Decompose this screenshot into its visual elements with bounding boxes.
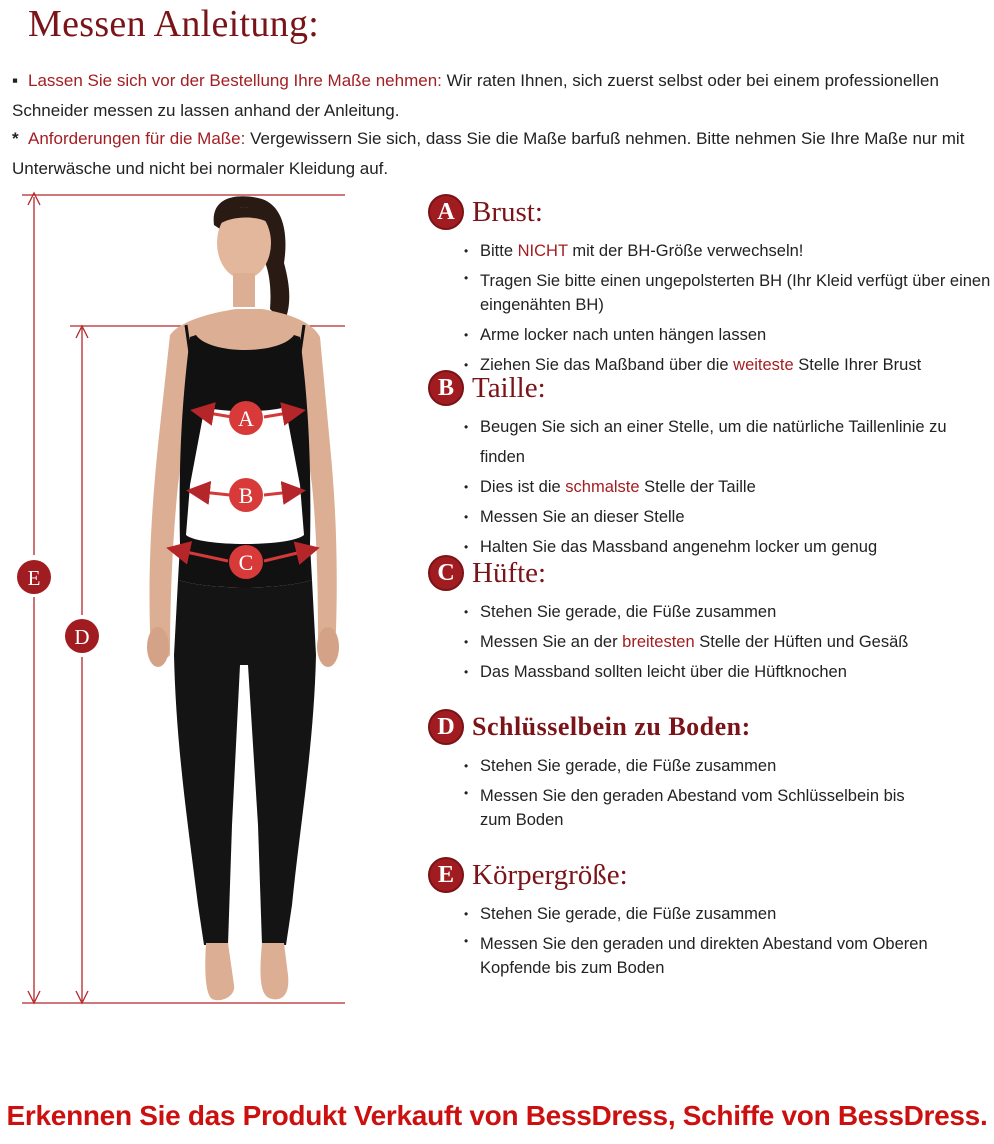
list-item: • Messen Sie an der breitesten Stelle der Hüften und Gesäß: [464, 627, 994, 657]
list-item: • Bitte NICHT mit der BH-Größe verwechseln!: [464, 236, 994, 266]
list-item: • Stehen Sie gerade, die Füße zusammen: [464, 899, 994, 929]
list-item: • Ziehen Sie das Maßband über die weiteste Stelle Ihrer Brust: [464, 350, 994, 380]
list-item: • Stehen Sie gerade, die Füße zusammen: [464, 751, 994, 781]
figure-label-b: [229, 478, 263, 512]
section-title: Brust:: [472, 195, 543, 228]
figure-label-e: [17, 560, 51, 594]
badge-e: E: [428, 857, 464, 893]
section-title: Hüfte:: [472, 556, 547, 589]
badge-d: D: [428, 709, 464, 745]
intro-text: Wir raten Ihnen, sich zuerst selbst oder bei einem professionellen Schneider messen zu lassen anhand der Anleitung.: [12, 71, 939, 120]
section-title: Schlüsselbein zu Boden:: [472, 712, 751, 741]
svg-text:D: D: [74, 625, 90, 649]
list-item: • Messen Sie den geraden und direkten Abestand vom Oberen Kopfende bis zum Boden: [464, 929, 950, 983]
section-items: [428, 751, 994, 835]
list-item: • Beugen Sie sich an einer Stelle, um die natürliche Taillenlinie zu finden: [464, 412, 994, 472]
section-brust: [428, 192, 994, 380]
section-items: [428, 412, 994, 562]
list-item: • Das Massband sollten leicht über die Hüftknochen: [464, 657, 994, 687]
badge-a: A: [428, 194, 464, 230]
list-item: • Tragen Sie bitte einen ungepolsterten BH (Ihr Kleid verfügt über einen eingenähten BH): [464, 266, 994, 320]
seller-footer: Erkennen Sie das Produkt Verkauft von BessDress, Schiffe von BessDress.: [6, 1100, 988, 1131]
section-taille: [428, 368, 994, 562]
figure-label-d: [65, 619, 99, 653]
intro-text: Vergewissern Sie sich, dass Sie die Maße barfuß nehmen. Bitte nehmen Sie Ihre Maße nur mit Unterwäsche und nicht bei normaler Kleidung auf.: [12, 129, 965, 178]
svg-text:C: C: [238, 550, 254, 575]
section-title: Taille:: [472, 371, 546, 404]
badge-b: B: [428, 370, 464, 406]
list-item: • Stehen Sie gerade, die Füße zusammen: [464, 597, 994, 627]
figure-label-a: [229, 401, 263, 435]
section-schluesselbein: [428, 707, 994, 835]
figure-label-c: [229, 545, 263, 579]
list-item: • Halten Sie das Massband angenehm locker um genug: [464, 532, 994, 562]
model-silhouette: [147, 196, 339, 1000]
section-title: Körpergröße:: [472, 858, 628, 891]
page-title: Messen Anleitung:: [28, 3, 320, 45]
list-item: • Dies ist die schmalste Stelle der Taille: [464, 472, 994, 502]
list-item: • Messen Sie den geraden Abestand vom Schlüsselbein bis zum Boden: [464, 781, 920, 835]
badge-c: C: [428, 555, 464, 591]
figure-illustration: [0, 185, 420, 1025]
list-item: • Messen Sie an dieser Stelle: [464, 502, 994, 532]
intro-label: Anforderungen für die Maße:: [28, 129, 246, 148]
svg-text:A: A: [238, 406, 254, 431]
svg-text:B: B: [238, 483, 254, 508]
list-item: • Arme locker nach unten hängen lassen: [464, 320, 994, 350]
intro-label: Lassen Sie sich vor der Bestellung Ihre Maße nehmen:: [28, 71, 442, 90]
intro-item-requirements: * Anforderungen für die Maße: Vergewissern Sie sich, dass Sie die Maße barfuß nehmen. Bitte nehmen Sie Ihre Maße nur mit Unterwäsche und nicht bei normaler Kleidung auf.: [12, 129, 965, 178]
section-huefte: [428, 553, 994, 687]
measurement-figure: [0, 185, 420, 1025]
svg-text:E: E: [27, 566, 41, 590]
section-items: [428, 899, 994, 983]
section-koerpergroesse: [428, 855, 994, 983]
section-items: [428, 236, 994, 380]
section-items: [428, 597, 994, 687]
intro-item-measure: ▪ Lassen Sie sich vor der Bestellung Ihre Maße nehmen: Wir raten Ihnen, sich zuerst selbst oder bei einem professionellen Schneider messen zu lassen anhand der Anleitung.: [12, 71, 939, 120]
